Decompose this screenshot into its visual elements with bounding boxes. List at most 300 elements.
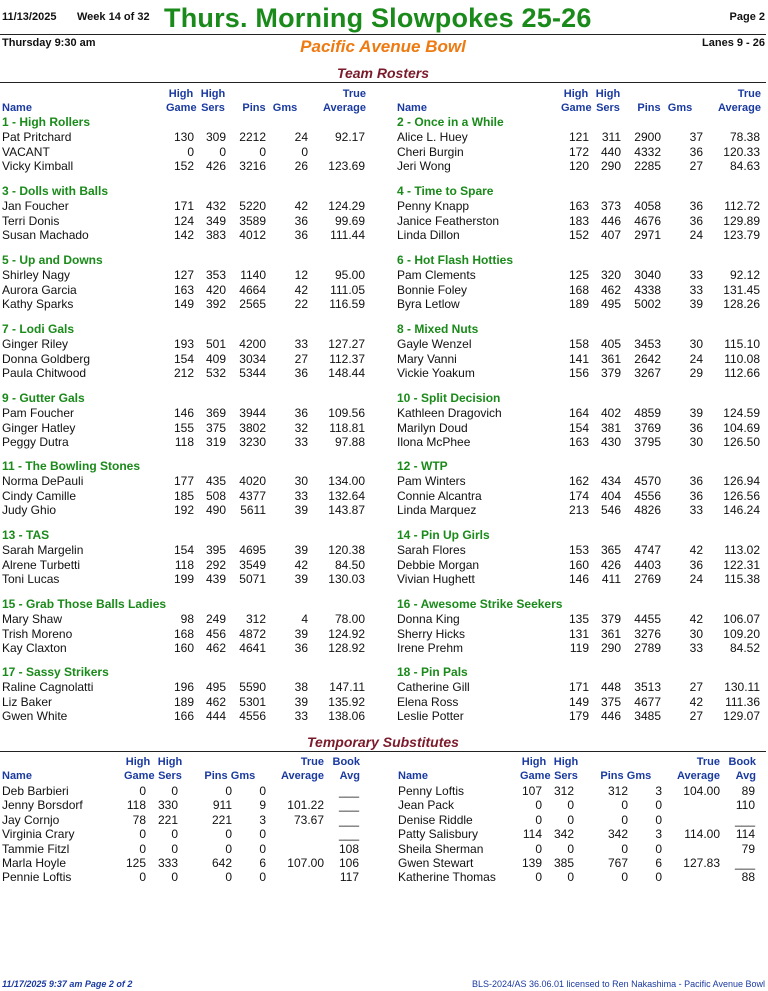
pins: 0 <box>225 841 232 856</box>
pins: 3230 <box>239 435 266 450</box>
high-series: 385 <box>553 856 574 870</box>
team-name: 10 - Split Decision <box>397 391 501 405</box>
high-game: 174 <box>568 488 589 503</box>
true-average: 127.27 <box>328 337 365 351</box>
player-name: Leslie Potter <box>397 709 464 724</box>
high-game: 189 <box>568 297 589 312</box>
roster-row <box>395 283 765 298</box>
team-name: 7 - Lodi Gals <box>2 322 75 336</box>
games: 36 <box>294 366 308 381</box>
player-name: Byra Letlow <box>397 297 460 312</box>
col-pins: Pins <box>600 770 624 782</box>
true-average: 101.22 <box>287 798 324 813</box>
pins: 5590 <box>239 680 266 694</box>
games: 30 <box>689 626 703 641</box>
team-name: 1 - High Rollers <box>2 115 91 129</box>
games: 42 <box>294 557 308 572</box>
games: 27 <box>294 351 308 366</box>
high-series: 405 <box>600 337 621 351</box>
high-game: 171 <box>568 680 589 694</box>
high-game: 212 <box>173 366 194 381</box>
pins: 5002 <box>634 297 661 312</box>
games: 32 <box>294 420 308 435</box>
player-name: Kathleen Dragovich <box>397 406 502 420</box>
high-series: 309 <box>205 130 226 144</box>
games: 24 <box>689 572 703 587</box>
book-average: 108 <box>338 841 359 856</box>
player-name: Alrene Turbetti <box>2 557 81 572</box>
high-game: 172 <box>568 144 589 159</box>
high-game: 119 <box>569 641 589 656</box>
pins: 4872 <box>239 626 266 641</box>
high-game: 130 <box>173 130 194 144</box>
games: 42 <box>689 694 703 709</box>
sub-row <box>396 856 766 871</box>
high-series: 0 <box>171 841 178 856</box>
high-game: 118 <box>126 798 146 813</box>
high-series: 0 <box>171 827 178 842</box>
high-series: 501 <box>205 337 226 351</box>
player-name: Sherry Hicks <box>397 626 466 641</box>
roster-row <box>395 228 765 243</box>
games: 36 <box>689 213 703 228</box>
roster-row <box>395 337 765 352</box>
sub-name: Denise Riddle <box>398 812 473 827</box>
pins: 4455 <box>634 612 661 626</box>
high-series: 365 <box>600 543 621 557</box>
high-game: 0 <box>535 841 542 856</box>
week-label: Week 14 of 32 <box>77 11 150 23</box>
pins: 4332 <box>634 144 661 159</box>
games: 24 <box>689 351 703 366</box>
pins: 2971 <box>634 228 661 243</box>
col-high-sers-top: High <box>200 88 226 100</box>
col-gms: Gms <box>626 770 652 782</box>
player-name: Shirley Nagy <box>2 268 71 282</box>
roster-row <box>0 627 370 642</box>
high-series: 395 <box>205 543 226 557</box>
high-game: 107 <box>521 784 542 798</box>
col-high-game: Game <box>166 102 197 114</box>
col-book-avg: Avg <box>339 770 360 782</box>
high-game: 158 <box>568 337 589 351</box>
player-name: Donna King <box>397 612 460 626</box>
team-name: 11 - The Bowling Stones <box>2 459 141 473</box>
pins: 2285 <box>634 159 661 174</box>
col-true-top: True <box>737 88 761 100</box>
high-series: 402 <box>600 406 621 420</box>
col-high-sers: Sers <box>201 102 225 114</box>
games: 39 <box>294 694 308 709</box>
col-high-game-top: High <box>168 88 194 100</box>
games: 6 <box>655 856 662 870</box>
true-average: 122.31 <box>723 557 760 572</box>
games: 36 <box>689 199 703 213</box>
high-game: 0 <box>535 870 542 885</box>
high-game: 160 <box>173 641 194 656</box>
high-game: 152 <box>173 159 194 174</box>
roster-row <box>395 421 765 436</box>
pins: 221 <box>211 812 232 827</box>
roster-row <box>0 474 370 489</box>
high-game: 183 <box>568 213 589 228</box>
sub-row <box>0 827 370 842</box>
games: 33 <box>294 709 308 724</box>
team-name: 18 - Pin Pals <box>397 665 468 679</box>
high-series: 361 <box>600 626 621 641</box>
player-name: Vickie Yoakum <box>397 366 475 381</box>
high-series: 342 <box>553 827 574 842</box>
pins: 3485 <box>634 709 661 724</box>
high-series: 333 <box>157 856 178 870</box>
roster-row <box>0 268 370 283</box>
high-game: 0 <box>535 798 542 813</box>
true-average: 115.10 <box>724 337 760 351</box>
player-name: VACANT <box>2 144 50 159</box>
col-gms: Gms <box>230 770 256 782</box>
games: 0 <box>301 144 308 159</box>
high-series: 392 <box>205 297 226 312</box>
footer-print-info: 11/17/2025 9:37 am Page 2 of 2 <box>2 979 133 989</box>
player-name: Toni Lucas <box>2 572 60 587</box>
pins: 3513 <box>634 680 661 694</box>
player-name: Janice Featherston <box>397 213 500 228</box>
pins: 642 <box>211 856 232 870</box>
high-game: 139 <box>521 856 542 870</box>
rosters-rule <box>0 82 766 83</box>
book-average: 79 <box>741 841 755 856</box>
col-true-average: Average <box>676 770 720 782</box>
high-series: 446 <box>600 213 621 228</box>
true-average: 135.92 <box>328 694 365 709</box>
high-game: 179 <box>568 709 589 724</box>
roster-row <box>395 474 765 489</box>
true-average: 95.00 <box>334 268 365 282</box>
high-series: 411 <box>601 572 621 587</box>
true-average: 126.94 <box>723 474 760 488</box>
pins: 4747 <box>634 543 661 557</box>
book-average: ___ <box>338 812 359 827</box>
pins: 3453 <box>634 337 661 351</box>
true-average: 123.79 <box>723 228 760 243</box>
player-name: Vicky Kimball <box>2 159 74 174</box>
games: 26 <box>294 159 308 174</box>
player-name: Gwen White <box>2 709 68 724</box>
pins: 2212 <box>239 130 266 144</box>
high-series: 409 <box>205 351 226 366</box>
roster-row <box>395 159 765 174</box>
rosters-section-title: Team Rosters <box>336 65 430 81</box>
high-series: 330 <box>157 798 178 813</box>
high-series: 249 <box>205 612 226 626</box>
roster-row <box>395 489 765 504</box>
true-average: 78.00 <box>334 612 365 626</box>
roster-row <box>395 543 765 558</box>
pins: 4556 <box>634 488 661 503</box>
player-name: Terri Donis <box>2 213 60 228</box>
col-name: Name <box>2 102 32 114</box>
team-name: 15 - Grab Those Balls Ladies <box>2 597 167 611</box>
true-average: 92.17 <box>334 130 365 144</box>
high-game: 125 <box>568 268 589 282</box>
high-series: 546 <box>600 503 621 518</box>
high-game: 0 <box>139 870 146 885</box>
player-name: Sarah Flores <box>397 543 466 557</box>
roster-row <box>0 489 370 504</box>
player-name: Catherine Gill <box>397 680 470 694</box>
sub-row <box>396 798 766 813</box>
col-true-average: Average <box>717 102 761 114</box>
true-average: 107.00 <box>287 856 324 870</box>
games: 36 <box>689 474 703 488</box>
sub-row <box>0 856 370 871</box>
col-gms: Gms <box>272 102 298 114</box>
roster-row <box>395 503 765 518</box>
roster-row <box>0 543 370 558</box>
high-game: 171 <box>173 199 194 213</box>
book-average: 110 <box>735 798 755 813</box>
team-name: 12 - WTP <box>397 459 448 473</box>
roster-row <box>0 709 370 724</box>
roster-row <box>395 130 765 145</box>
roster-row <box>0 337 370 352</box>
roster-row <box>0 680 370 695</box>
true-average: 124.29 <box>328 199 365 213</box>
pins: 312 <box>607 784 628 798</box>
true-average: 128.26 <box>723 297 760 312</box>
true-average: 124.92 <box>328 626 365 641</box>
true-average: 112.72 <box>724 199 760 213</box>
roster-row <box>0 214 370 229</box>
pins: 3944 <box>239 406 266 420</box>
sub-name: Jay Cornjo <box>2 812 60 827</box>
true-average: 109.56 <box>328 406 365 420</box>
games: 36 <box>294 406 308 420</box>
games: 36 <box>294 228 308 243</box>
col-pins: Pins <box>637 102 661 114</box>
high-game: 121 <box>568 130 589 144</box>
sub-row <box>396 870 766 885</box>
true-average: 138.06 <box>328 709 365 724</box>
high-series: 320 <box>600 268 621 282</box>
team-name: 6 - Hot Flash Hotties <box>397 253 514 267</box>
book-average: ___ <box>734 812 755 827</box>
games: 9 <box>259 798 266 813</box>
book-average: 106 <box>338 856 359 870</box>
high-series: 462 <box>205 641 226 656</box>
high-series: 444 <box>205 709 226 724</box>
games: 36 <box>294 641 308 656</box>
pins: 4676 <box>634 213 661 228</box>
high-series: 353 <box>205 268 226 282</box>
high-series: 349 <box>205 213 226 228</box>
high-series: 0 <box>171 870 178 885</box>
roster-row <box>0 558 370 573</box>
pins: 5071 <box>239 572 266 587</box>
sub-name: Tammie Fitzl <box>2 841 70 856</box>
pins: 3549 <box>239 557 266 572</box>
player-name: Penny Knapp <box>397 199 470 213</box>
roster-row <box>395 709 765 724</box>
games: 29 <box>689 366 703 381</box>
high-game: 98 <box>180 612 194 626</box>
book-average: 114 <box>735 827 755 842</box>
player-name: Kay Claxton <box>2 641 67 656</box>
pins: 5301 <box>239 694 266 709</box>
pins: 3034 <box>239 351 266 366</box>
sub-row <box>396 784 766 799</box>
player-name: Connie Alcantra <box>397 488 482 503</box>
true-average: 116.59 <box>329 297 365 312</box>
high-series: 0 <box>567 841 574 856</box>
subs-rule <box>0 751 766 752</box>
games: 33 <box>294 435 308 450</box>
book-average: 89 <box>741 784 755 798</box>
true-average: 114.00 <box>684 827 720 842</box>
high-series: 426 <box>205 159 226 174</box>
high-game: 146 <box>568 572 589 587</box>
games: 39 <box>294 503 308 518</box>
high-series: 221 <box>157 812 178 827</box>
roster-row <box>0 366 370 381</box>
player-name: Trish Moreno <box>2 626 73 641</box>
col-true-average: Average <box>322 102 366 114</box>
pins: 3040 <box>634 268 661 282</box>
high-game: 196 <box>173 680 194 694</box>
pins: 3795 <box>634 435 661 450</box>
high-series: 448 <box>600 680 621 694</box>
pins: 5344 <box>239 366 266 381</box>
player-name: Pam Winters <box>397 474 466 488</box>
pins: 0 <box>225 784 232 798</box>
high-game: 0 <box>187 144 194 159</box>
roster-row <box>0 695 370 710</box>
book-average: ___ <box>338 827 359 842</box>
roster-row <box>0 435 370 450</box>
roster-row <box>0 572 370 587</box>
header-rule <box>0 34 766 35</box>
player-name: Judy Ghio <box>2 503 57 518</box>
footer-license: BLS-2024/AS 36.06.01 licensed to Ren Nakashima - Pacific Avenue Bowl <box>471 979 765 989</box>
high-series: 508 <box>205 488 226 503</box>
games: 42 <box>294 282 308 297</box>
pins: 4677 <box>634 694 661 709</box>
high-series: 532 <box>205 366 226 381</box>
games: 36 <box>689 557 703 572</box>
high-series: 290 <box>600 159 621 174</box>
player-name: Ginger Riley <box>2 337 69 351</box>
player-name: Linda Marquez <box>397 503 477 518</box>
player-name: Norma DePauli <box>2 474 84 488</box>
pins: 4338 <box>634 282 661 297</box>
pins: 4695 <box>239 543 266 557</box>
book-average: ___ <box>338 784 359 798</box>
high-game: 177 <box>173 474 194 488</box>
roster-row <box>395 680 765 695</box>
player-name: Ginger Hatley <box>2 420 76 435</box>
games: 3 <box>259 812 266 827</box>
player-name: Donna Goldberg <box>2 351 91 366</box>
sub-row <box>396 827 766 842</box>
roster-row <box>395 641 765 656</box>
high-series: 462 <box>600 282 621 297</box>
games: 36 <box>689 420 703 435</box>
team-name: 3 - Dolls with Balls <box>2 184 109 198</box>
roster-row <box>395 695 765 710</box>
sub-name: Virginia Crary <box>2 827 75 842</box>
high-game: 120 <box>568 159 589 174</box>
high-game: 213 <box>568 503 589 518</box>
player-name: Mary Shaw <box>2 612 63 626</box>
high-series: 0 <box>567 798 574 813</box>
col-high-game-top: High <box>521 756 547 768</box>
sub-name: Sheila Sherman <box>398 841 484 856</box>
roster-row <box>0 352 370 367</box>
player-name: Marilyn Doud <box>397 420 468 435</box>
games: 33 <box>294 488 308 503</box>
col-true-top: True <box>300 756 324 768</box>
games: 38 <box>294 680 308 694</box>
col-pins: Pins <box>204 770 228 782</box>
roster-row <box>0 145 370 160</box>
pins: 0 <box>621 798 628 813</box>
col-high-game: Game <box>561 102 592 114</box>
true-average: 84.50 <box>334 557 365 572</box>
roster-row <box>0 641 370 656</box>
true-average: 132.64 <box>328 488 365 503</box>
col-book-top: Book <box>728 756 756 768</box>
pins: 3589 <box>239 213 266 228</box>
high-game: 0 <box>535 812 542 827</box>
sub-row <box>396 813 766 828</box>
high-game: 168 <box>173 626 194 641</box>
games: 12 <box>294 268 308 282</box>
team-name: 8 - Mixed Nuts <box>397 322 479 336</box>
subs-section-title: Temporary Substitutes <box>307 734 459 750</box>
book-average: 88 <box>741 870 755 885</box>
pins: 0 <box>225 870 232 885</box>
page-number: Page 2 <box>729 11 765 23</box>
high-game: 192 <box>173 503 194 518</box>
roster-row <box>0 406 370 421</box>
pins: 2642 <box>634 351 661 366</box>
high-series: 319 <box>205 435 226 450</box>
true-average: 146.24 <box>723 503 760 518</box>
high-series: 432 <box>205 199 226 213</box>
true-average: 111.44 <box>330 228 365 243</box>
col-true-average: Average <box>280 770 324 782</box>
pins: 2900 <box>634 130 661 144</box>
col-high-sers: Sers <box>596 102 620 114</box>
high-series: 312 <box>553 784 574 798</box>
games: 0 <box>259 784 266 798</box>
high-series: 292 <box>205 557 226 572</box>
pins: 5220 <box>239 199 266 213</box>
team-name: 5 - Up and Downs <box>2 253 103 267</box>
high-series: 369 <box>205 406 226 420</box>
high-series: 430 <box>600 435 621 450</box>
high-series: 379 <box>600 366 621 381</box>
high-series: 311 <box>601 130 621 144</box>
high-game: 131 <box>568 626 589 641</box>
true-average: 143.87 <box>328 503 365 518</box>
true-average: 110.08 <box>724 351 760 366</box>
player-name: Gayle Wenzel <box>397 337 472 351</box>
pins: 4570 <box>634 474 661 488</box>
games: 36 <box>689 488 703 503</box>
true-average: 73.67 <box>293 812 324 827</box>
true-average: 147.11 <box>329 680 365 694</box>
